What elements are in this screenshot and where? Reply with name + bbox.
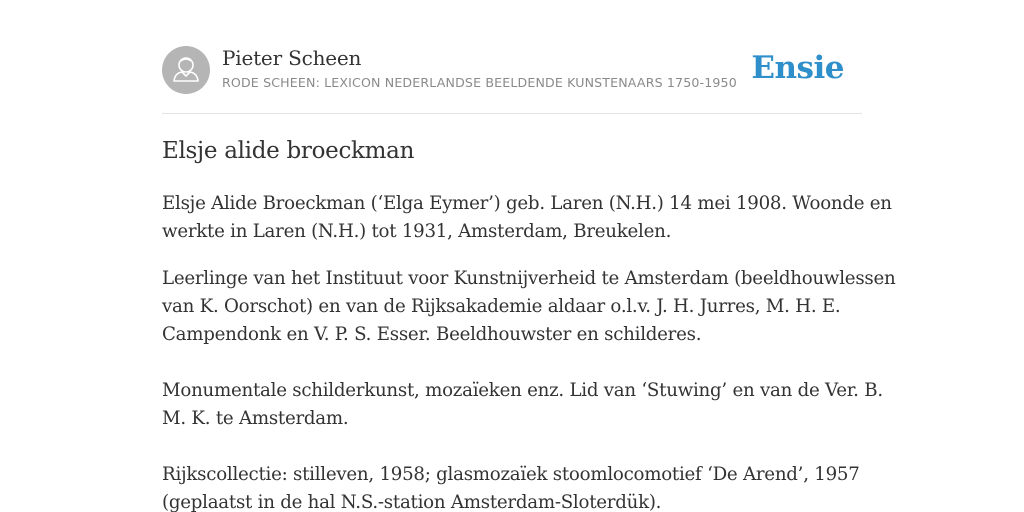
user-icon (162, 46, 210, 94)
author-name[interactable]: Pieter Scheen (222, 46, 362, 70)
paragraph-line: M. K. te Amsterdam. (162, 408, 349, 429)
page-title: Elsje alide broeckman (162, 138, 415, 164)
paragraph-education (162, 265, 896, 349)
paragraph-line: van K. Oorschot) en van de Rijksakademie aldaar o.l.v. J. H. Jurres, M. H. E. (162, 296, 841, 317)
paragraph-line: Rijkscollectie: stilleven, 1958; glasmozaïek stoomlocomotief ‘De Arend’, 1957 (162, 464, 860, 485)
paragraph-line: Monumentale schilderkunst, mozaïeken enz. Lid van ‘Stuwing’ en van de Ver. B. (162, 380, 883, 401)
paragraph-line: werkte in Laren (N.H.) tot 1931, Amsterdam, Breukelen. (162, 221, 672, 242)
source-label[interactable]: RODE SCHEEN: LEXICON NEDERLANDSE BEELDENDE KUNSTENAARS 1750-1950 (222, 75, 737, 90)
paragraph-line: Elsje Alide Broeckman (‘Elga Eymer’) geb. Laren (N.H.) 14 mei 1908. Woonde en (162, 193, 892, 214)
paragraph-line: Leerlinge van het Instituut voor Kunstnijverheid te Amsterdam (beeldhouwlessen (162, 268, 896, 289)
paragraph-line: Campendonk en V. P. S. Esser. Beeldhouwster en schilderes. (162, 324, 702, 345)
author-avatar[interactable] (162, 46, 210, 94)
paragraph-work (162, 377, 883, 433)
paragraph-collection (162, 461, 862, 512)
paragraph-line: (geplaatst in de hal N.S.-station Amsterdam-Sloterdük). (162, 492, 662, 512)
paragraph-biography (162, 190, 892, 246)
article-card (162, 46, 896, 512)
ensie-logo[interactable]: Ensie (751, 50, 844, 86)
article-header (162, 46, 862, 114)
